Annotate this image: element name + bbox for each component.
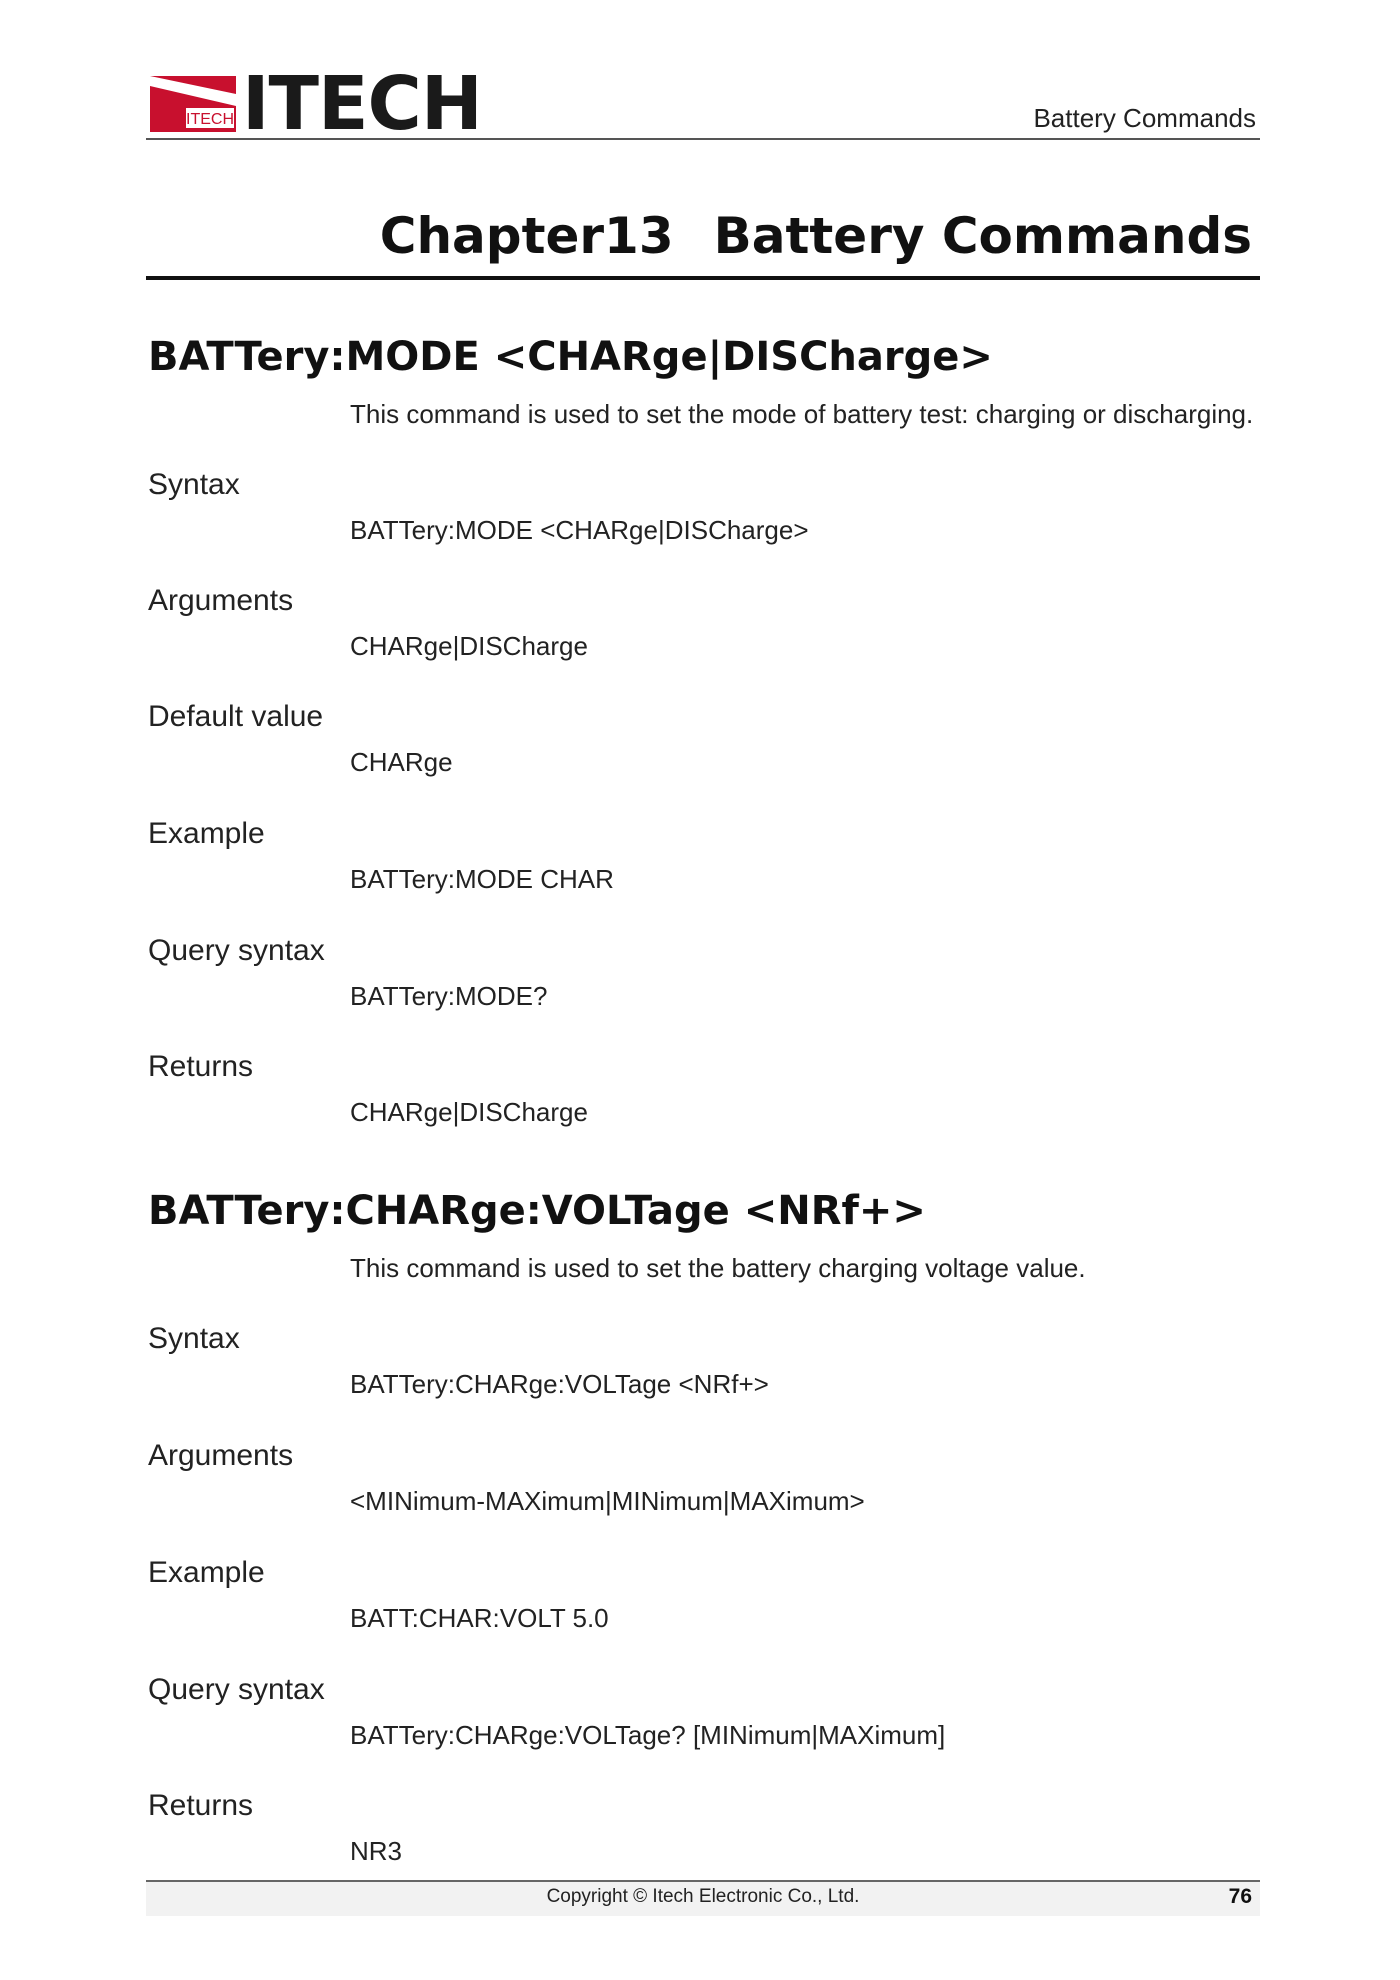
chapter-heading: [146, 200, 1260, 280]
chapter-title: [380, 204, 1252, 268]
page-footer: [146, 1880, 1260, 1916]
field-value-syntax: BATTery:MODE <CHARge|DISCharge>: [350, 515, 809, 545]
field-label-example: Example: [148, 1556, 265, 1589]
page-header: [146, 61, 1260, 147]
field-label-example: Example: [148, 817, 265, 850]
field-value-returns: NR3: [350, 1836, 403, 1866]
command-heading: BATTery:MODE <CHARge|DISCharge>: [148, 334, 993, 380]
field-value-example: BATT:CHAR:VOLT 5.0: [350, 1603, 609, 1633]
field-label-query-syntax: Query syntax: [148, 934, 325, 967]
chapter-number: Chapter13: [379, 207, 674, 265]
field-value-query-syntax: BATTery:CHARge:VOLTage? [MINimum|MAXimum]: [350, 1720, 946, 1750]
logo-wordmark: ITECH: [242, 61, 482, 147]
field-value-arguments: <MINimum-MAXimum|MINimum|MAXimum>: [350, 1486, 865, 1516]
field-value-returns: CHARge|DISCharge: [350, 1097, 588, 1127]
field-value-syntax: BATTery:CHARge:VOLTage <NRf+>: [350, 1369, 769, 1399]
field-label-arguments: Arguments: [148, 1439, 294, 1472]
itech-logo: [150, 61, 482, 147]
command-description: This command is used to set the battery charging voltage value.: [350, 1253, 1086, 1283]
field-label-query-syntax: Query syntax: [148, 1673, 325, 1706]
chapter-name: Battery Commands: [713, 207, 1252, 265]
field-label-syntax: Syntax: [148, 1322, 240, 1355]
field-value-default-value: CHARge: [350, 747, 453, 777]
command-heading: BATTery:CHARge:VOLTage <NRf+>: [148, 1188, 926, 1234]
field-value-example: BATTery:MODE CHAR: [350, 864, 614, 894]
itech-logo-icon: [150, 76, 236, 132]
page-number: 76: [1228, 1885, 1252, 1908]
field-value-arguments: CHARge|DISCharge: [350, 631, 588, 661]
running-header-title: Battery Commands: [1033, 103, 1256, 133]
field-label-returns: Returns: [148, 1789, 254, 1822]
field-value-query-syntax: BATTery:MODE?: [350, 981, 548, 1011]
field-label-syntax: Syntax: [148, 468, 240, 501]
field-label-arguments: Arguments: [148, 584, 294, 617]
field-label-returns: Returns: [148, 1050, 254, 1083]
command-description: This command is used to set the mode of battery test: charging or discharging.: [350, 399, 1254, 429]
svg-text:ITECH: ITECH: [186, 111, 234, 128]
field-label-default-value: Default value: [148, 700, 324, 733]
copyright-text: Copyright © Itech Electronic Co., Ltd.: [546, 1886, 860, 1907]
